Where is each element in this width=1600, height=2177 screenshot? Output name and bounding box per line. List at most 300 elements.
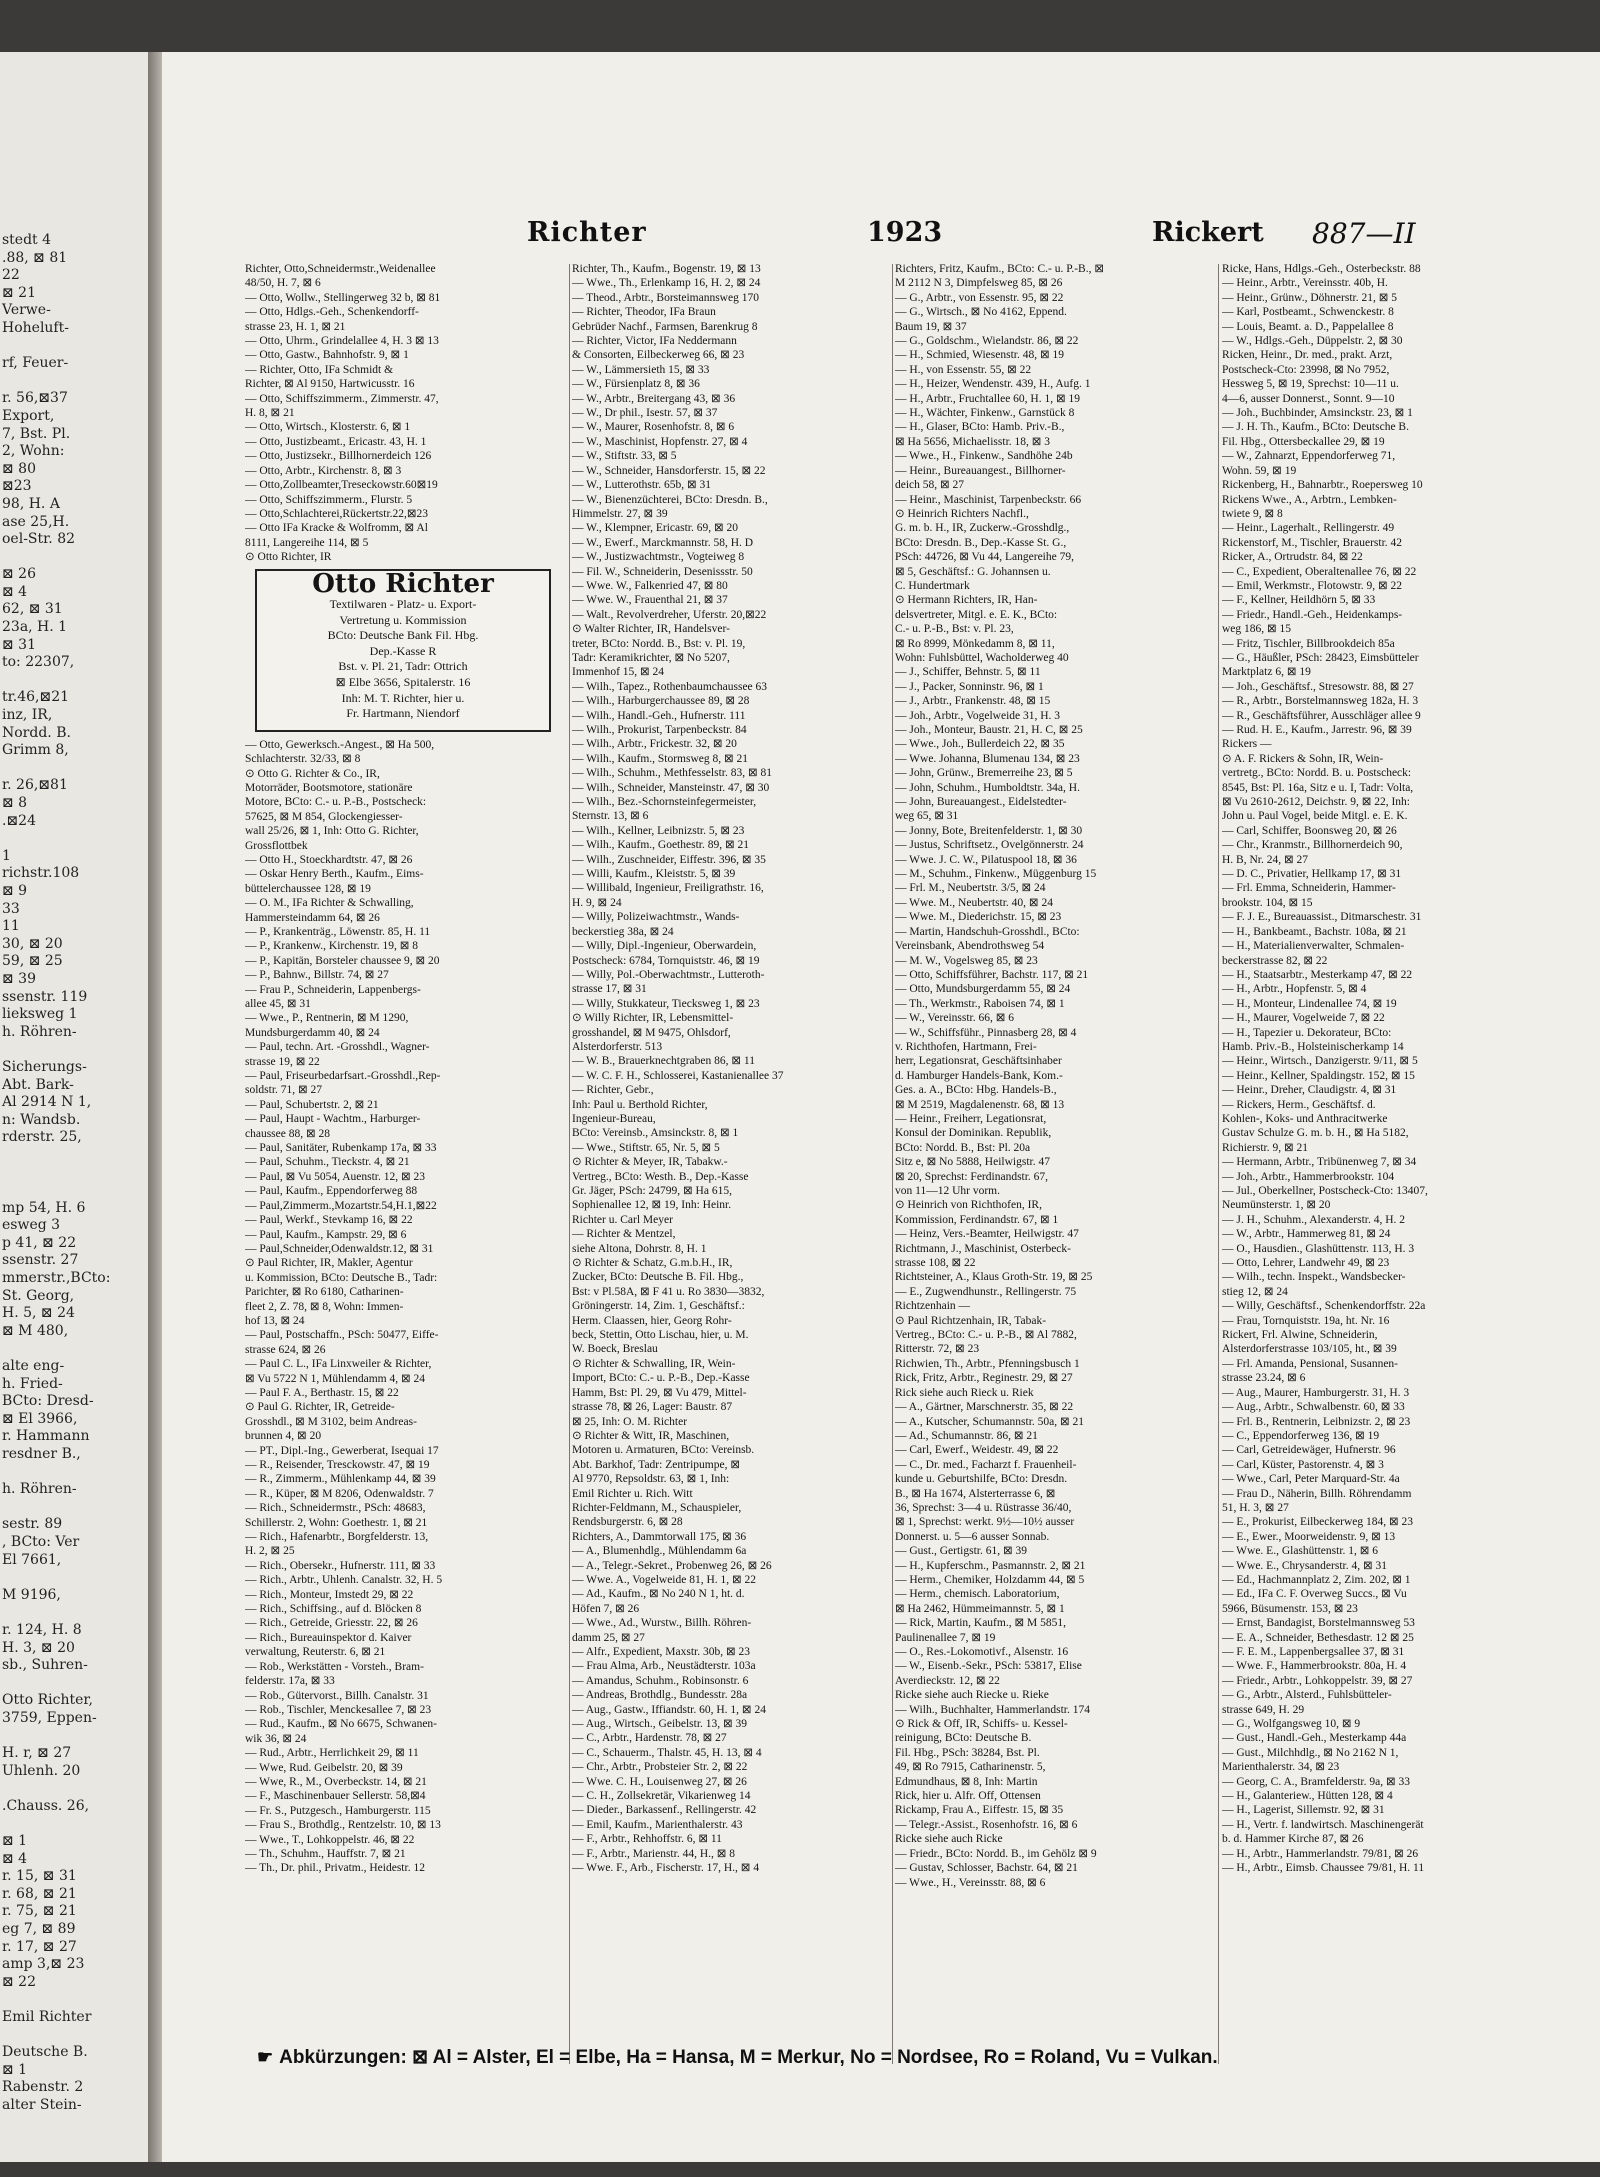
directory-entry: — Rich., Obersekr., Hufnerstr. 111, ⊠ 33	[245, 1559, 436, 1572]
margin-line: Deutsche B.	[2, 2044, 88, 2061]
margin-line: 1	[2, 847, 11, 864]
directory-entry: — Rich., Schneidermstr., PSch: 48683,	[245, 1502, 426, 1515]
directory-entry: — Otto IFa Kracke & Wolfromm, ⊠ Al	[245, 522, 428, 535]
directory-entry: 8111, Langereihe 114, ⊠ 5	[245, 536, 369, 549]
directory-entry: Ricke siehe auch Ricke	[895, 1833, 1003, 1846]
ad-line: Vertretung u. Kommission	[339, 612, 467, 627]
margin-line: ⊠ 22	[2, 1973, 36, 1990]
margin-line: ⊠23	[2, 478, 32, 495]
directory-entry: Averdieckstr. 12, ⊠ 22	[895, 1674, 1000, 1687]
margin-line	[0, 1464, 148, 1482]
margin-line: Hoheluft-	[2, 319, 69, 336]
directory-entry: — Wwe. M., Neubertstr. 40, ⊠ 24	[895, 896, 1053, 909]
directory-entry: — Friedr., Arbtr., Lohkoppelstr. 39, ⊠ 27	[1222, 1674, 1413, 1687]
directory-entry: — Herm., Chemiker, Holzdamm 44, ⊠ 5	[895, 1573, 1085, 1586]
margin-line	[0, 1815, 148, 1833]
margin-line	[0, 1727, 148, 1745]
directory-entry: — Ed., Hachmannplatz 2, Zim. 202, ⊠ 1	[1222, 1573, 1411, 1586]
directory-entry: — Paul F. A., Berthastr. 15, ⊠ 22	[245, 1386, 399, 1399]
directory-entry: — O., Hausdien., Glashüttenstr. 113, H. 3	[1222, 1242, 1415, 1255]
directory-entry: — C. H., Zollsekretär, Vikarienweg 14	[572, 1790, 751, 1803]
directory-entry: — Otto, Schiffszimmerm., Zimmerstr. 47,	[245, 392, 439, 405]
directory-entry: — Ad., Schumannstr. 86, ⊠ 21	[895, 1429, 1038, 1442]
directory-entry: — Hermann, Arbtr., Tribünenweg 7, ⊠ 34	[1222, 1156, 1417, 1169]
directory-entry: — C., Schauerm., Thalstr. 45, H. 13, ⊠ 4	[572, 1746, 762, 1759]
margin-line: r. 56,⊠37	[2, 390, 68, 407]
directory-entry: Richtsteiner, A., Klaus Groth-Str. 19, ⊠ 25	[895, 1271, 1093, 1284]
header-last-entry: Rickert	[1152, 217, 1264, 248]
directory-entry: — P., Krankenträg., Löwenstr. 85, H. 11	[245, 925, 431, 938]
directory-entry: — H., Schmied, Wiesenstr. 48, ⊠ 19	[895, 349, 1064, 362]
directory-entry: Kohlen-, Koks- und Anthracitwerke	[1222, 1112, 1388, 1125]
directory-entry: — W. B., Brauerknechtgraben 86, ⊠ 11	[572, 1055, 755, 1068]
directory-entry: hof 13, ⊠ 24	[245, 1314, 305, 1327]
directory-entry: delsvertreter, Mitgl. e. E. K., BCto:	[895, 608, 1058, 621]
directory-entry: — Rud., Kaufm., ⊠ No 6675, Schwanen-	[245, 1718, 438, 1731]
directory-entry: Richtmann, J., Maschinist, Osterbeck-	[895, 1242, 1071, 1255]
directory-entry: Richierstr. 9, ⊠ 21	[1222, 1141, 1308, 1154]
margin-line: 98, H. A	[2, 495, 60, 512]
directory-entry: — H., Heizer, Wendenstr. 439, H., Aufg. 1	[895, 378, 1091, 391]
directory-entry: — F., Maschinenbauer Sellerstr. 58,⊠4	[245, 1790, 426, 1803]
directory-entry: — Otto, Uhrm., Grindelallee 4, H. 3 ⊠ 13	[245, 335, 439, 348]
column-1-entries-bottom	[245, 738, 567, 1876]
directory-entry: Paulinenallee 7, ⊠ 19	[895, 1631, 996, 1644]
directory-entry: Höfen 7, ⊠ 26	[572, 1602, 640, 1615]
directory-entry: Sitz e, ⊠ No 5888, Heilwigstr. 47	[895, 1156, 1050, 1169]
directory-entry: Emil Richter u. Rich. Witt	[572, 1487, 693, 1500]
margin-line	[0, 1499, 148, 1517]
directory-entry: — Wwe. Johanna, Blumenau 134, ⊠ 23	[895, 752, 1080, 765]
directory-entry: — Rud. H. E., Kaufm., Jarrestr. 96, ⊠ 39	[1222, 724, 1412, 736]
directory-entry: Wohn. 59, ⊠ 19	[1222, 464, 1297, 477]
directory-entry: — Otto, Gastw., Bahnhofstr. 9, ⊠ 1	[245, 349, 409, 362]
directory-entry: — Rich., Schiffsing., auf d. Blöcken 8	[245, 1603, 422, 1616]
margin-line: 62, ⊠ 31	[2, 601, 63, 618]
margin-line: ⊠ 80	[2, 460, 36, 477]
directory-entry: Gustav Schulze G. m. b. H., ⊠ Ha 5182,	[1222, 1127, 1409, 1140]
ad-line: Inh: M. T. Richter, hier u.	[341, 690, 465, 705]
margin-line: h. Röhren-	[2, 1481, 77, 1498]
directory-entry: — H., Arbtr., Eimsb. Chaussee 79/81, H. 11	[1222, 1862, 1425, 1875]
directory-entry: ⊠ Ro 8999, Mönkedamm 8, ⊠ 11,	[895, 637, 1055, 650]
margin-line: r. 15, ⊠ 31	[2, 1868, 77, 1885]
ad-line: Bst. v. Pl. 21, Tadr: Ottrich	[338, 659, 468, 674]
directory-entry: — Willibald, Ingenieur, Freiligrathstr. 16,	[572, 882, 764, 895]
margin-line: El 7661,	[2, 1551, 62, 1568]
directory-entry: d. Hamburger Handels-Bank, Kom.-	[895, 1069, 1063, 1082]
directory-entry: Richter, Otto,Schneidermstr.,Weidenallee	[245, 263, 436, 275]
margin-line: Sicherungs-	[2, 1058, 87, 1075]
directory-entry: — W., Lämmersieth 15, ⊠ 33	[572, 363, 710, 376]
directory-entry: — E., Zugwendhunstr., Rellingerstr. 75	[895, 1285, 1077, 1298]
directory-entry: — Otto,Schlachterei,Rückertstr.22,⊠23	[245, 507, 429, 520]
directory-entry: ⊠ 20, Sprechst: Ferdinandstr. 67,	[895, 1170, 1049, 1183]
directory-entry: ⊠ Vu 2610-2612, Deichstr. 9, ⊠ 22, Inh:	[1222, 796, 1410, 809]
directory-entry: — Rud., Arbtr., Herrlichkeit 29, ⊠ 11	[245, 1747, 419, 1760]
margin-line: Otto Richter,	[2, 1692, 93, 1709]
directory-entry: — Frau P., Schneiderin, Lappenbergs-	[245, 983, 421, 996]
margin-line: r. 26,⊠81	[2, 777, 68, 794]
ad-body	[261, 597, 545, 722]
directory-entry: — Heinr., Dreher, Claudigstr. 4, ⊠ 31	[1222, 1084, 1397, 1097]
directory-entry: — Frau D., Näherin, Billh. Röhrendamm	[1222, 1487, 1412, 1500]
directory-entry: — Aug., Wirtsch., Geibelstr. 13, ⊠ 39	[572, 1718, 748, 1731]
directory-entry: — J., Schiffer, Behnstr. 5, ⊠ 11	[895, 666, 1041, 679]
directory-entry: Marktplatz 6, ⊠ 19	[1222, 666, 1311, 679]
directory-entry: — W., Justizwachtmstr., Vogteiweg 8	[572, 551, 745, 564]
directory-entry: — Frau S., Brothdlg., Rentzelstr. 10, ⊠ 13	[245, 1819, 441, 1832]
directory-entry: siehe Altona, Dohrstr. 8, H. 1	[572, 1242, 707, 1255]
directory-entry: — Carl, Getreidewäger, Hufnerstr. 96	[1222, 1444, 1396, 1457]
directory-entry: — Paul, ⊠ Vu 5054, Auenstr. 12, ⊠ 23	[245, 1170, 426, 1183]
directory-entry: Grosshdl., ⊠ M 3102, beim Andreas-	[245, 1415, 417, 1428]
directory-entry: — G., Häußler, PSch: 28423, Eimsbütteler	[1222, 651, 1419, 664]
margin-line: alte eng-	[2, 1358, 65, 1374]
ad-line: Textilwaren - Platz- u. Export-	[329, 596, 477, 611]
margin-line: 3759, Eppen-	[2, 1709, 97, 1726]
directory-entry: — Joh., Arbtr., Hammerbrookstr. 104	[1222, 1170, 1395, 1183]
directory-entry: beck, Stettin, Otto Lischau, hier, u. M.	[572, 1329, 749, 1342]
directory-entry: Postscheck-Cto: 23998, ⊠ No 7952,	[1222, 363, 1390, 376]
margin-line: lieksweg 1	[2, 1006, 78, 1023]
directory-entry: — Herm., chemisch. Laboratorium,	[895, 1588, 1060, 1601]
directory-entry: — Willy, Geschäftsf., Schenkendorffstr. 22a	[1222, 1300, 1426, 1313]
directory-entry: beckerstrasse 82, ⊠ 22	[1222, 954, 1328, 967]
directory-entry: — Richter, Otto, IFa Schmidt &	[245, 363, 394, 376]
margin-line: 7, Bst. Pl.	[2, 425, 71, 442]
margin-line	[0, 1991, 148, 2009]
directory-entry: — Paul, Friseurbedarfsart.-Grosshdl.,Rep-	[245, 1070, 441, 1083]
margin-line: H. 5, ⊠ 24	[2, 1305, 75, 1322]
directory-entry: — Paul,Schneider,Odenwaldstr.12, ⊠ 31	[245, 1242, 434, 1255]
directory-entry: & Consorten, Eilbeckerweg 66, ⊠ 23	[572, 349, 745, 362]
directory-entry: — Rich., Bureauinspektor d. Kaiver	[245, 1631, 412, 1644]
directory-entry: BCto: Dresdn. B., Dep.-Kasse St. G.,	[895, 536, 1067, 549]
directory-entry: 5966, Büsumenstr. 153, ⊠ 23	[1222, 1602, 1358, 1615]
ad-line: Fr. Hartmann, Niendorf	[346, 706, 460, 721]
directory-entry: Fil. Hbg., Ottersbeckallee 29, ⊠ 19	[1222, 435, 1385, 448]
directory-entry: — Otto, Schiffsführer, Bachstr. 117, ⊠ 21	[895, 968, 1089, 981]
margin-line: ase 25,H.	[2, 513, 70, 530]
directory-entry: — Wwe. W., Falkenried 47, ⊠ 80	[572, 579, 728, 592]
directory-entry: Richter, ⊠ Al 9150, Hartwicusstr. 16	[245, 378, 415, 391]
margin-line: esweg 3	[2, 1217, 61, 1234]
directory-entry: Rick, Fritz, Arbtr., Reginestr. 29, ⊠ 27	[895, 1372, 1073, 1385]
margin-line: 59, ⊠ 25	[2, 953, 63, 970]
directory-entry: Richtzenhain —	[895, 1300, 971, 1313]
directory-entry: — G., Arbtr., Alsterd., Fuhlsbütteler-	[1222, 1689, 1392, 1702]
margin-line	[0, 1675, 148, 1693]
directory-entry: — Richter, Victor, IFa Neddermann	[572, 335, 737, 348]
directory-entry: ⊙ Hermann Richters, IR, Han-	[895, 594, 1038, 607]
directory-entry: Richwien, Th., Arbtr., Pfenningsbusch 1	[895, 1357, 1080, 1370]
directory-entry: ⊙ Paul Richter, IR, Makler, Agentur	[245, 1257, 413, 1270]
margin-line: ⊠ 8	[2, 795, 28, 811]
ad-title: Otto Richter	[312, 568, 494, 599]
margin-line: oel-Str. 82	[2, 531, 76, 548]
directory-entry: — E., Prokurist, Eilbeckerweg 184, ⊠ 23	[1222, 1516, 1414, 1529]
directory-entry: — F., Arbtr., Marienstr. 44, H., ⊠ 8	[572, 1847, 736, 1860]
directory-entry: — Friedr., BCto: Nordd. B., im Gehölz ⊠ 9	[895, 1847, 1097, 1860]
directory-entry: — Wwe., H., Vereinsstr. 88, ⊠ 6	[895, 1876, 1046, 1889]
directory-entry: — Rickers, Herm., Geschäftsf. d.	[1222, 1098, 1376, 1111]
directory-entry: — Heinr., Lagerhalt., Rellingerstr. 49	[1222, 522, 1395, 535]
directory-entry: — Jul., Oberkellner, Postscheck-Cto: 13407,	[1222, 1185, 1428, 1197]
margin-line: r. 68, ⊠ 21	[2, 1885, 77, 1902]
directory-entry: — H., Vertr. f. landwirtsch. Maschinengerät	[1222, 1818, 1424, 1831]
margin-line: stedt 4	[2, 232, 52, 248]
directory-entry: — Chr., Kranmstr., Billhornerdeich 90,	[1222, 839, 1403, 852]
directory-entry: chaussee 88, ⊠ 28	[245, 1127, 331, 1140]
directory-entry: — Th., Werkmstr., Raboisen 74, ⊠ 1	[895, 997, 1065, 1010]
directory-entry: — Rob., Gütervorst., Billh. Canalstr. 31	[245, 1689, 429, 1702]
directory-entry: — H., Bankbeamt., Bachstr. 108a, ⊠ 21	[1222, 925, 1407, 938]
directory-entry: — E. A., Schneider, Bethesdastr. 12 ⊠ 25	[1222, 1631, 1414, 1644]
directory-entry: ⊙ Richter & Schwalling, IR, Wein-	[572, 1357, 736, 1370]
header-first-entry: Richter	[527, 217, 647, 248]
directory-entry: — W., Arbtr., Hammerweg 81, ⊠ 24	[1222, 1228, 1391, 1241]
directory-entry: Hamm, Bst: Pl. 29, ⊠ Vu 479, Mittel-	[572, 1386, 747, 1399]
directory-entry: — Frl. B., Rentnerin, Leibnizstr. 2, ⊠ 23	[1222, 1415, 1411, 1428]
directory-entry: — Joh., Arbtr., Vogelweide 31, H. 3	[895, 709, 1061, 722]
directory-entry: — Theod., Arbtr., Borsteimannsweg 170	[572, 291, 759, 304]
directory-entry: — A., Blumenhdlg., Mühlendamm 6a	[572, 1545, 747, 1558]
directory-entry: herr, Legationsrat, Geschäftsinhaber	[895, 1055, 1062, 1068]
directory-entry: — F., Arbtr., Rehhoffstr. 6, ⊠ 11	[572, 1833, 722, 1846]
directory-entry: — Paul, Kaufm., Kampstr. 29, ⊠ 6	[245, 1228, 407, 1241]
directory-entry: H. 2, ⊠ 25	[245, 1545, 295, 1558]
directory-entry: — Wwe. E., Chrysanderstr. 4, ⊠ 31	[1222, 1559, 1387, 1572]
directory-entry: Ricken, Heinr., Dr. med., prakt. Arzt,	[1222, 349, 1393, 362]
directory-entry: M 2112 N 3, Dimpfelsweg 85, ⊠ 26	[895, 277, 1063, 290]
directory-entry: — Georg, C. A., Bramfelderstr. 9a, ⊠ 33	[1222, 1775, 1410, 1788]
directory-entry: — Wilh., Kellner, Leibnizstr. 5, ⊠ 23	[572, 824, 745, 837]
column-rule	[1218, 264, 1219, 2064]
directory-entry: ⊙ Otto G. Richter & Co., IR,	[245, 767, 380, 780]
directory-entry: twiete 9, ⊠ 8	[1222, 507, 1283, 520]
margin-line: .Chauss. 26,	[2, 1797, 90, 1814]
directory-entry: — Otto, Justizsekr., Billhornerdeich 126	[245, 450, 432, 463]
margin-line: alter Stein-	[2, 2096, 82, 2113]
directory-entry: Parichter, ⊠ Ro 6180, Catharinen-	[245, 1286, 404, 1299]
directory-entry: — Carl, Schiffer, Boonsweg 20, ⊠ 26	[1222, 824, 1397, 837]
margin-line	[0, 672, 148, 690]
directory-entry: H. B, Nr. 24, ⊠ 27	[1222, 853, 1308, 866]
directory-entry: — Heinr., Kellner, Spaldingstr. 152, ⊠ 15	[1222, 1069, 1415, 1082]
directory-entry: — Alfr., Expedient, Maxstr. 30b, ⊠ 23	[572, 1646, 750, 1658]
directory-entry: — Wilh., Schuhm., Methfesselstr. 83, ⊠ 81	[572, 767, 772, 780]
directory-entry: — Joh., Geschäftsf., Stresowstr. 88, ⊠ 27	[1222, 680, 1414, 693]
directory-entry: — Wwe. E., Glashüttenstr. 1, ⊠ 6	[1222, 1545, 1379, 1558]
directory-entry: Rick, hier u. Alfr. Off, Ottensen	[895, 1790, 1041, 1803]
directory-entry: — Wwe., Carl, Peter Marquard-Str. 4a	[1222, 1473, 1400, 1486]
directory-entry: — Rich., Monteur, Imstedt 29, ⊠ 22	[245, 1588, 414, 1601]
directory-entry: — John, Schuhm., Humboldtstr. 34a, H.	[895, 781, 1080, 794]
directory-entry: G. m. b. H., IR, Zuckerw.-Grosshdlg.,	[895, 522, 1070, 535]
directory-entry: — Otto, Justizbeamt., Ericastr. 43, H. 1	[245, 435, 427, 448]
directory-entry: — Wwe., Th., Erlenkamp 16, H. 2, ⊠ 24	[572, 277, 761, 290]
directory-entry: ⊙ Willy Richter, IR, Lebensmittel-	[572, 1012, 734, 1025]
directory-entry: C.- u. P.-B., Bst: v. Pl. 23,	[895, 623, 1014, 636]
directory-entry: — Richter & Mentzel,	[572, 1228, 676, 1241]
column-2	[572, 262, 890, 2062]
directory-entry: — Fil. W., Schneiderin, Desenissstr. 50	[572, 565, 753, 578]
directory-entry: büttelerchaussee 128, ⊠ 19	[245, 882, 371, 895]
margin-line: Rabenstr. 2	[2, 2079, 84, 2096]
margin-line: Al 2914 N 1,	[2, 1094, 92, 1111]
ad-line: ⊠ Elbe 3656, Spitalerstr. 16	[335, 674, 471, 689]
directory-entry: — Gustav, Schlosser, Bachstr. 64, ⊠ 21	[895, 1862, 1078, 1875]
directory-entry: — W., Arbtr., Breitergang 43, ⊠ 36	[572, 392, 736, 405]
directory-entry: — M. W., Vogelsweg 85, ⊠ 23	[895, 954, 1038, 967]
directory-entry: — Andreas, Brothdlg., Bundesstr. 28a	[572, 1689, 748, 1702]
directory-entry: ⊙ Heinrich von Richthofen, IR,	[895, 1199, 1042, 1212]
directory-entry: — Martin, Handschuh-Grosshdl., BCto:	[895, 925, 1080, 938]
directory-entry: — P., Bahnw., Billstr. 74, ⊠ 27	[245, 969, 389, 982]
directory-entry: ⊠ M 2519, Magdalenenstr. 68, ⊠ 13	[895, 1098, 1065, 1111]
margin-line: Export,	[2, 407, 55, 424]
directory-entry: — H., Staatsarbtr., Mesterkamp 47, ⊠ 22	[1222, 968, 1413, 981]
directory-entry: Baum 19, ⊠ 37	[895, 320, 967, 333]
directory-entry: Richter-Feldmann, M., Schauspieler,	[572, 1501, 742, 1514]
directory-entry: — P., Krankenw., Kirchenstr. 19, ⊠ 8	[245, 940, 419, 953]
directory-entry: — Otto,Zollbeamter,Treseckowstr.60⊠19	[245, 479, 438, 492]
directory-entry: b. d. Hammer Kirche 87, ⊠ 26	[1222, 1833, 1364, 1846]
margin-line: ⊠ 4	[2, 583, 28, 600]
directory-entry: — H., Maurer, Vogelweide 7, ⊠ 22	[1222, 1012, 1385, 1025]
margin-line: r. 124, H. 8	[2, 1621, 82, 1638]
directory-entry: H. 9, ⊠ 24	[572, 896, 622, 909]
directory-entry: — R., Zimmerm., Mühlenkamp 44, ⊠ 39	[245, 1473, 436, 1486]
margin-line: 30, ⊠ 20	[2, 935, 63, 952]
margin-line: 2, Wohn:	[2, 443, 65, 460]
directory-entry: — Ed., IFa C. F. Overweg Succs., ⊠ Vu	[1222, 1588, 1407, 1601]
margin-line: ⊠ 31	[2, 636, 36, 653]
margin-line: 11	[2, 918, 20, 935]
directory-entry: — Heinz, Vers.-Beamter, Heilwigstr. 47	[895, 1228, 1079, 1241]
margin-line: eg 7, ⊠ 89	[2, 1921, 76, 1937]
directory-entry: — H., Tapezier u. Dekorateur, BCto:	[1222, 1026, 1392, 1039]
directory-entry: — Wwe. C. H., Louisenweg 27, ⊠ 26	[572, 1775, 747, 1788]
directory-entry: — Heinr., Wirtsch., Danzigerstr. 9/11, ⊠ 5	[1222, 1055, 1418, 1068]
directory-entry: — Willi, Kaufm., Kleiststr. 5, ⊠ 39	[572, 868, 736, 881]
margin-line: ⊠ 39	[2, 970, 36, 987]
directory-entry: — Oskar Henry Berth., Kaufm., Eims-	[245, 868, 424, 881]
directory-entry: treter, BCto: Nordd. B., Bst: v. Pl. 19,	[572, 637, 746, 650]
page-gutter	[148, 52, 162, 2162]
directory-entry: — Carl, Küster, Pastorenstr. 4, ⊠ 3	[1222, 1458, 1384, 1471]
directory-entry: — R., Arbtr., Borstelmannsweg 182a, H. 3	[1222, 695, 1419, 708]
directory-entry: C. Hundertmark	[895, 579, 970, 592]
directory-entry: — Walt., Revolverdreher, Uferstr. 20,⊠22	[572, 608, 767, 621]
margin-line: tr.46,⊠21	[2, 689, 70, 706]
directory-entry: Motoren u. Armaturen, BCto: Vereinsb.	[572, 1444, 755, 1457]
directory-entry: Hammersteindamm 64, ⊠ 26	[245, 911, 380, 924]
directory-entry: — Friedr., Handl.-Geh., Heidenkamps-	[1222, 608, 1403, 621]
directory-entry: W. Boeck, Breslau	[572, 1343, 658, 1356]
directory-entry: — Wilh., Harburgerchaussee 89, ⊠ 28	[572, 695, 750, 708]
margin-line: r. 17, ⊠ 27	[2, 1938, 77, 1955]
directory-entry: — Th., Schuhm., Hauffstr. 7, ⊠ 21	[245, 1847, 406, 1860]
directory-entry: Motorräder, Bootsmotore, stationäre	[245, 781, 413, 794]
margin-line: H. r, ⊠ 27	[2, 1745, 72, 1762]
directory-entry: Vereinsbank, Abendrothsweg 54	[895, 940, 1045, 953]
directory-entry: — R., Geschäftsführer, Ausschläger allee 9	[1222, 709, 1421, 722]
margin-line: ssenstr. 119	[2, 988, 88, 1005]
directory-entry: — Wilh., Buchhalter, Hammerlandstr. 174	[895, 1703, 1090, 1716]
directory-entry: — G., Wolfgangsweg 10, ⊠ 9	[1222, 1718, 1361, 1731]
directory-entry: — Willy, Pol.-Oberwachtmstr., Lutteroth-	[572, 968, 765, 981]
directory-entry: — Chr., Arbtr., Probsteier Str. 2, ⊠ 22	[572, 1761, 748, 1774]
directory-entry: Donnerst. u. 5—6 ausser Sonnab.	[895, 1530, 1050, 1543]
otto-richter-advertisement	[255, 569, 551, 732]
directory-entry: — H., Glaser, BCto: Hamb. Priv.-B.,	[895, 421, 1065, 434]
directory-entry: — Heinr., Grünw., Döhnerstr. 21, ⊠ 5	[1222, 291, 1397, 304]
directory-entry: BCto: Nordd. B., Bst: Pl. 20a	[895, 1141, 1031, 1154]
margin-line: Emil Richter	[2, 2008, 92, 2025]
directory-entry: — W., Maurer, Rosenhofstr. 8, ⊠ 6	[572, 421, 735, 434]
directory-entry: — Wwe., Joh., Bullerdeich 22, ⊠ 35	[895, 738, 1065, 751]
margin-line	[0, 338, 148, 356]
directory-entry: Rickers —	[1222, 738, 1272, 751]
margin-line	[0, 2027, 148, 2045]
directory-entry: 4—6, ausser Donnerst., Sonnt. 9—10	[1222, 392, 1395, 405]
column-rule	[892, 264, 893, 2064]
directory-entry: strasse 78, ⊠ 26, Lager: Baustr. 87	[572, 1401, 733, 1414]
directory-entry: kunde u. Geburtshilfe, BCto: Dresdn.	[895, 1473, 1068, 1486]
directory-entry: — Otto, Mundsburgerdamm 55, ⊠ 24	[895, 983, 1071, 996]
directory-entry: — Paul, Schubertstr. 2, ⊠ 21	[245, 1098, 379, 1111]
margin-line	[0, 1164, 148, 1182]
directory-entry: 48/50, H. 7, ⊠ 6	[245, 277, 321, 290]
directory-entry: — W., Zahnarzt, Eppendorferweg 71,	[1222, 450, 1396, 463]
directory-entry: — Wilh., Arbtr., Frickestr. 32, ⊠ 20	[572, 738, 737, 751]
directory-entry: — C., Eppendorferweg 136, ⊠ 19	[1222, 1429, 1380, 1442]
directory-entry: — Aug., Gastw., Iffiandstr. 60, H. 1, ⊠ 24	[572, 1703, 766, 1716]
directory-entry: felderstr. 17a, ⊠ 33	[245, 1675, 335, 1688]
directory-entry: — H., Lagerist, Sillemstr. 92, ⊠ 31	[1222, 1804, 1385, 1817]
directory-entry: Neumünsterstr. 1, ⊠ 20	[1222, 1199, 1331, 1212]
directory-entry: — Rob., Werkstätten - Vorsteh., Bram-	[245, 1660, 424, 1673]
directory-entry: verwaltung, Reuterstr. 6, ⊠ 21	[245, 1646, 386, 1659]
directory-entry: ⊙ Rick & Off, IR, Schiffs- u. Kessel-	[895, 1718, 1068, 1731]
directory-entry: ⊙ A. F. Rickers & Sohn, IR, Wein-	[1222, 752, 1384, 765]
directory-entry: — Otto, Wirtsch., Klosterstr. 6, ⊠ 1	[245, 421, 411, 434]
directory-entry: — Joh., Monteur, Baustr. 21, H. C, ⊠ 25	[895, 724, 1083, 736]
directory-entry: — Rich., Arbtr., Uhlenh. Canalstr. 32, H. 5	[245, 1574, 443, 1587]
directory-entry: Fil. Hbg., PSch: 38284, Bst. Pl.	[895, 1746, 1040, 1759]
directory-entry: Richters, Fritz, Kaufm., BCto: C.- u. P.-B., ⊠	[895, 263, 1104, 275]
directory-entry: B., ⊠ Ha 1674, Alsterterrasse 6, ⊠	[895, 1487, 1056, 1500]
directory-entry: — Wwe. A., Vogelweide 81, H. 1, ⊠ 22	[572, 1573, 757, 1586]
directory-entry: Rickert, Frl. Alwine, Schneiderin,	[1222, 1329, 1378, 1342]
directory-entry: — W., Schneider, Hansdorferstr. 15, ⊠ 22	[572, 464, 766, 477]
directory-entry: — Heinr., Bureauangest., Billhorner-	[895, 464, 1066, 477]
directory-entry: — Jonny, Bote, Breitenfelderstr. 1, ⊠ 30	[895, 824, 1083, 837]
directory-entry: — Willy, Polizeiwachtmstr., Wands-	[572, 911, 740, 924]
directory-entry: — W., Vereinsstr. 66, ⊠ 6	[895, 1012, 1014, 1025]
directory-entry: — A., Telegr.-Sekret., Probenweg 26, ⊠ 26	[572, 1559, 772, 1572]
directory-entry: Rickenstorf, M., Tischler, Brauerstr. 42	[1222, 536, 1403, 549]
directory-entry: H. 8, ⊠ 21	[245, 407, 295, 420]
directory-entry: Grossflottbek	[245, 839, 308, 852]
directory-entry: Gröningerstr. 14, Zim. 1, Geschäftsf.:	[572, 1300, 745, 1313]
directory-entry: fleet 2, Z. 78, ⊠ 8, Wohn: Immen-	[245, 1300, 404, 1313]
directory-entry: — W., Bienenzüchterei, BCto: Dresdn. B.,	[572, 493, 768, 506]
directory-entry: Kommission, Ferdinandstr. 67, ⊠ 1	[895, 1213, 1059, 1226]
directory-entry: — G., Wirtsch., ⊠ No 4162, Eppend.	[895, 306, 1067, 319]
